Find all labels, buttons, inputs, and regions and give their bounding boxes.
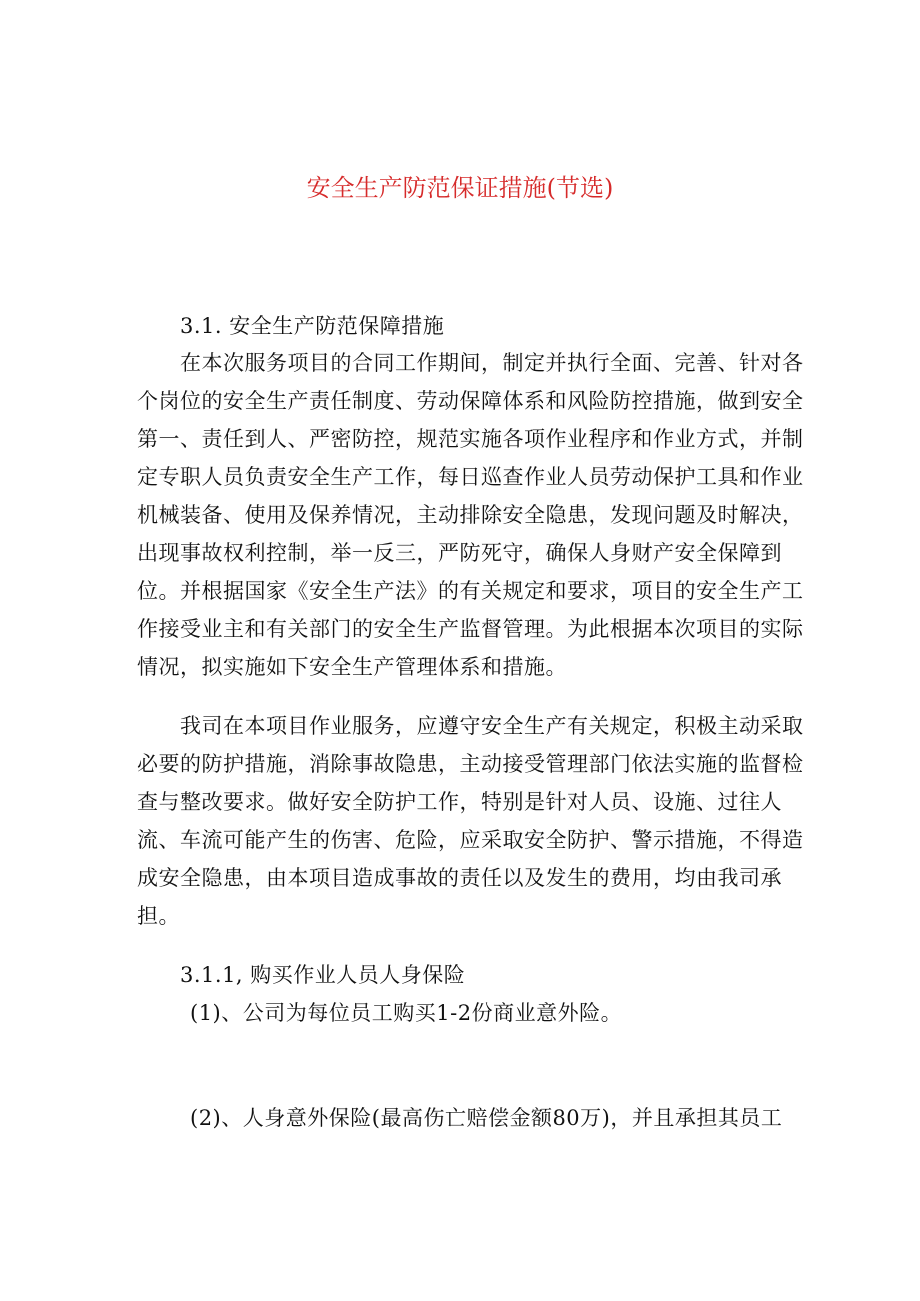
subsection-heading: 3.1.1, 购买作业人员人身保险 <box>180 963 466 987</box>
paragraph-1-line-8: 作接受业主和有关部门的安全生产监督管理。为此根据本次项目的实际 <box>137 617 804 641</box>
paragraph-1-line-6: 出现事故权利控制，举一反三，严防死守，确保人身财产安全保障到 <box>137 541 782 565</box>
paragraph-1-line-3: 第一、责任到人、严密防控，规范实施各项作业程序和作业方式，并制 <box>137 427 804 451</box>
paragraph-2-line-2: 必要的防护措施，消除事故隐患，主动接受管理部门依法实施的监督检 <box>137 752 804 776</box>
paragraph-2-line-4: 流、车流可能产生的伤害、危险，应采取安全防护、警示措施，不得造 <box>137 828 804 852</box>
list-item-1: (1)、公司为每位员工购买1-2份商业意外险。 <box>190 1001 623 1025</box>
document-title: 安全生产防范保证措施(节选) <box>306 174 614 202</box>
paragraph-1-line-9: 情况，拟实施如下安全生产管理体系和措施。 <box>137 655 567 679</box>
paragraph-1-line-2: 个岗位的安全生产责任制度、劳动保障体系和风险防控措施，做到安全 <box>137 389 804 413</box>
paragraph-1-line-5: 机械装备、使用及保养情况，主动排除安全隐患，发现问题及时解决， <box>137 503 804 527</box>
list-item-2: (2)、人身意外保险(最高伤亡赔偿金额80万)，并且承担其员工 <box>190 1106 783 1130</box>
paragraph-2-line-1: 我司在本项目作业服务，应遵守安全生产有关规定，积极主动采取 <box>180 714 804 738</box>
paragraph-1-line-4: 定专职人员负责安全生产工作，每日巡查作业人员劳动保护工具和作业 <box>137 465 804 489</box>
paragraph-1-line-1: 在本次服务项目的合同工作期间，制定并执行全面、完善、针对各 <box>180 351 804 375</box>
paragraph-2-line-6: 担。 <box>137 904 180 928</box>
section-heading: 3.1. 安全生产防范保障措施 <box>180 314 445 338</box>
paragraph-1-line-7: 位。并根据国家《安全生产法》的有关规定和要求，项目的安全生产工 <box>137 579 804 603</box>
paragraph-2-line-3: 查与整改要求。做好安全防护工作，特别是针对人员、设施、过往人 <box>137 790 782 814</box>
paragraph-2-line-5: 成安全隐患，由本项目造成事故的责任以及发生的费用，均由我司承 <box>137 866 782 890</box>
